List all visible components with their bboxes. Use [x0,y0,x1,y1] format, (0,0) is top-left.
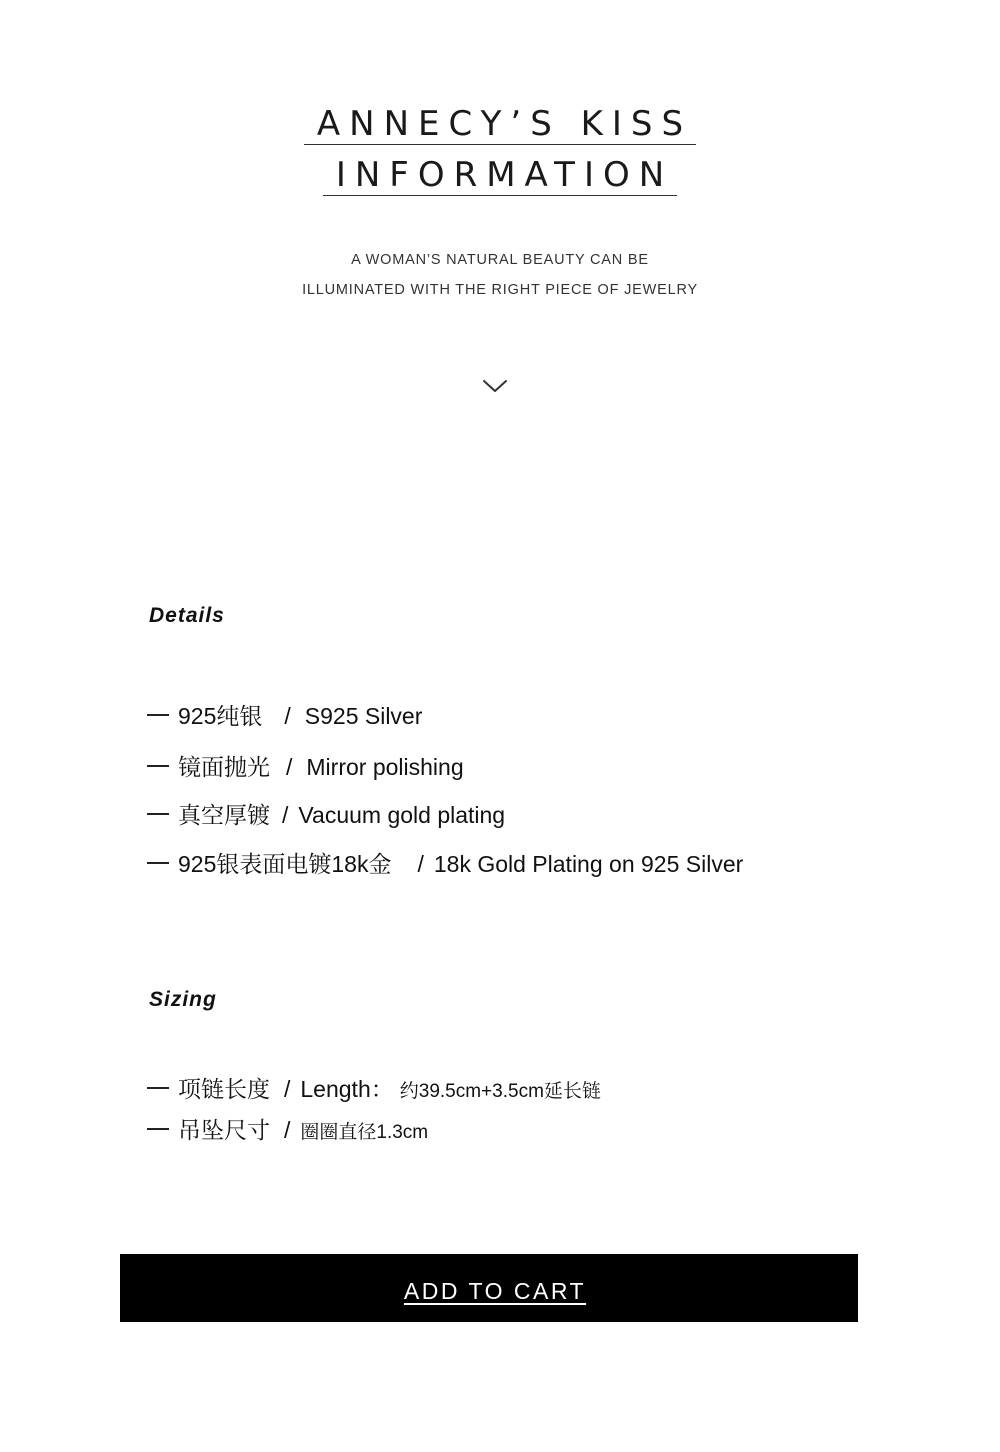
separator: / [282,802,289,828]
details-title: Details [149,604,225,627]
dash-icon [147,813,169,815]
brand-header [0,104,1000,196]
detail-en: Mirror polishing [306,754,464,780]
tagline-line-1: A WOMAN’S NATURAL BEAUTY CAN BE [351,252,649,268]
sizing-title: Sizing [149,988,217,1011]
dash-icon [147,765,169,767]
dash-icon [147,862,169,864]
detail-row-plating [147,797,505,830]
sizing-row-pendant [147,1112,428,1145]
sizing-zh: 吊坠尺寸 [178,1117,270,1143]
detail-en: S925 Silver [304,703,423,729]
sizing-value: 约39.5cm+3.5cm延长链 [399,1081,601,1102]
tagline-line-2: ILLUMINATED WITH THE RIGHT PIECE OF JEWELRY [302,282,698,298]
detail-row-gold [147,846,743,879]
add-to-cart-label: ADD TO CART [403,1277,587,1304]
add-to-cart-button[interactable] [120,1254,858,1322]
separator: / [286,754,293,780]
separator: / [284,1076,291,1102]
detail-zh: 925纯银 [178,703,263,729]
separator: / [417,851,424,877]
separator: / [284,703,291,729]
sizing-en-prefix: Length： [300,1076,394,1102]
sizing-value: 圈圈直径1.3cm [300,1122,429,1143]
section-heading-information: INFORMATION [323,155,677,196]
dash-icon [147,1128,169,1130]
dash-icon [147,1087,169,1089]
detail-zh: 真空厚镀 [178,802,270,828]
detail-zh: 925银表面电镀18k金 [178,851,392,877]
sizing-row-length [147,1071,601,1104]
detail-en: 18k Gold Plating on 925 Silver [433,851,744,877]
separator: / [284,1117,291,1143]
detail-row-material [147,698,422,731]
chevron-down-icon [482,378,508,394]
detail-en: Vacuum gold plating [298,802,506,828]
dash-icon [147,714,169,716]
detail-row-polish [147,749,464,782]
brand-name: ANNECY’S KISS [304,104,696,145]
sizing-zh: 项链长度 [178,1076,270,1102]
detail-zh: 镜面抛光 [178,754,270,780]
